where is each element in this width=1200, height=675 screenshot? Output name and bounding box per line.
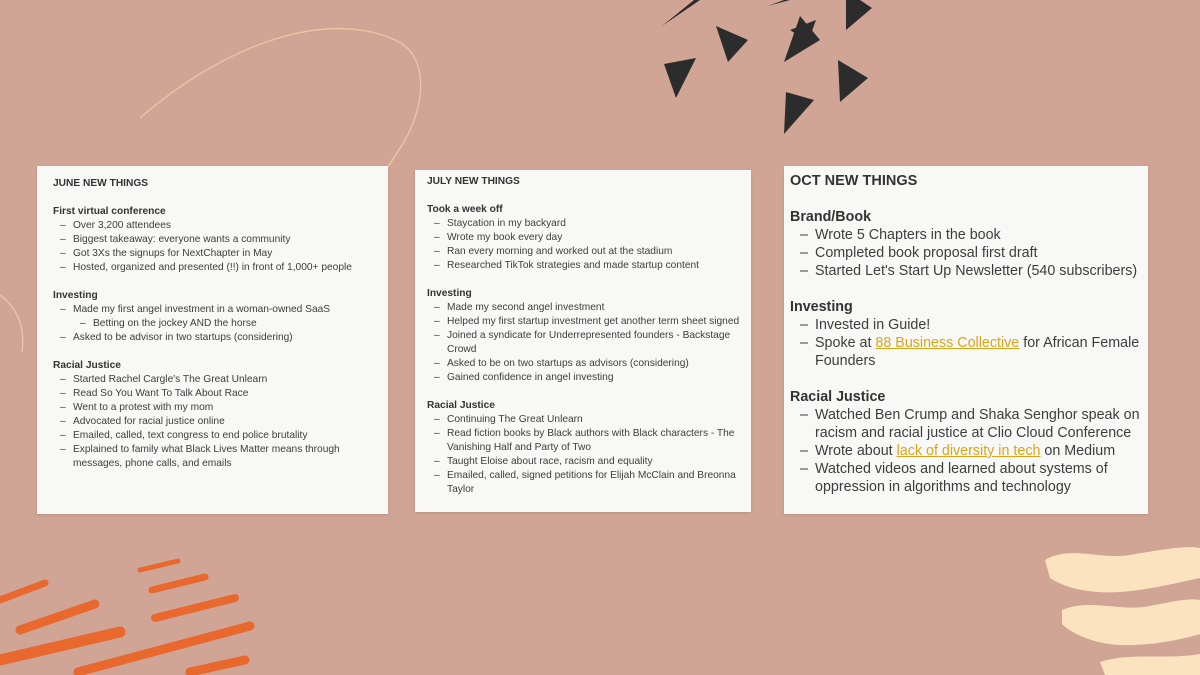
list-item: – Gained confidence in angel investing [427, 371, 743, 385]
june-section-conference [53, 205, 378, 275]
triangle-shape [838, 60, 868, 102]
orange-stroke [155, 598, 235, 618]
list-item: – Explained to family what Black Lives Matter means through messages, phone calls, and emails [53, 443, 378, 471]
july-section-week-off [427, 203, 743, 273]
oct-title: OCT NEW THINGS [790, 173, 918, 189]
list-item: – Asked to be advisor in two startups (considering) [53, 331, 378, 345]
section-title: Investing [790, 299, 853, 315]
triangle-cluster [662, 0, 872, 134]
bullet-list [53, 303, 378, 345]
orange-strokes [0, 561, 250, 672]
list-item: – Started Let's Start Up Newsletter (540 subscribers) [790, 262, 1148, 280]
list-item: – Made my first angel investment in a woman-owned SaaS [53, 303, 378, 317]
list-item: – Staycation in my backyard [427, 217, 743, 231]
section-title: Investing [427, 288, 472, 299]
orange-stroke [0, 632, 120, 660]
oct-card [784, 166, 1148, 514]
bullet-list [790, 226, 1148, 280]
section-title: Investing [53, 290, 98, 301]
list-item: – Ran every morning and worked out at the stadium [427, 245, 743, 259]
list-item: – Watched Ben Crump and Shaka Senghor speak on racism and racial justice at Clio Cloud Conference [790, 406, 1148, 442]
june-section-racial-justice [53, 359, 378, 471]
section-title: First virtual conference [53, 206, 166, 217]
list-item: – Advocated for racial justice online [53, 415, 378, 429]
business-collective-link[interactable]: 88 Business Collective [875, 335, 1020, 351]
orange-stroke [0, 583, 45, 600]
bullet-list [427, 217, 743, 273]
list-item: – Helped my first startup investment get another term sheet signed [427, 315, 743, 329]
orange-stroke [140, 561, 178, 570]
list-item: – Read fiction books by Black authors with Black characters - The Vanishing Half and Party of Two [427, 427, 743, 455]
list-item: – Over 3,200 attendees [53, 219, 378, 233]
july-section-racial-justice [427, 399, 743, 497]
bullet-list [427, 301, 743, 385]
list-item: – Joined a syndicate for Underrepresented founders - Backstage Crowd [427, 329, 743, 357]
bullet-list [53, 373, 378, 471]
cream-wave [1100, 654, 1200, 675]
diversity-in-tech-link[interactable]: lack of diversity in tech [896, 443, 1041, 459]
list-item: – Taught Eloise about race, racism and equality [427, 455, 743, 469]
list-item: – Watched videos and learned about systems of oppression in algorithms and technology [790, 460, 1148, 496]
bullet-list [790, 316, 1148, 370]
triangle-shape [768, 0, 790, 6]
orange-stroke [190, 660, 245, 672]
orange-stroke [152, 577, 205, 590]
bullet-list [53, 219, 378, 275]
list-item: – Researched TikTok strategies and made startup content [427, 259, 743, 273]
list-item: – Read So You Want To Talk About Race [53, 387, 378, 401]
triangle-shape [662, 0, 700, 26]
section-title: Took a week off [427, 204, 503, 215]
oct-section-brand-book [790, 208, 1148, 280]
list-item: – Continuing The Great Unlearn [427, 413, 743, 427]
bullet-list [427, 413, 743, 497]
oct-section-investing [790, 298, 1148, 370]
list-item [790, 442, 1148, 460]
list-item: – Wrote 5 Chapters in the book [790, 226, 1148, 244]
june-section-investing [53, 289, 378, 345]
list-item: – Wrote my book every day [427, 231, 743, 245]
july-card [415, 170, 751, 512]
list-item: – Completed book proposal first draft [790, 244, 1148, 262]
list-item: – Invested in Guide! [790, 316, 1148, 334]
item-text: on Medium [1040, 443, 1116, 459]
list-item: – Biggest takeaway: everyone wants a community [53, 233, 378, 247]
section-title: Brand/Book [790, 209, 872, 225]
triangle-shape [716, 26, 748, 62]
orange-stroke [20, 604, 95, 630]
cream-wave [1062, 599, 1200, 645]
list-item: – Started Rachel Cargle's The Great Unlearn [53, 373, 378, 387]
list-item: – Got 3Xs the signups for NextChapter in May [53, 247, 378, 261]
list-item: – Emailed, called, signed petitions for Elijah McClain and Breonna Taylor [427, 469, 743, 497]
june-card [37, 166, 388, 514]
thin-curve-line-left [0, 295, 23, 352]
triangle-shape [664, 58, 696, 98]
list-item: – Asked to be on two startups as advisors (considering) [427, 357, 743, 371]
list-item: – Went to a protest with my mom [53, 401, 378, 415]
section-title: Racial Justice [427, 400, 495, 411]
triangle-shape [784, 92, 814, 134]
list-item: – Hosted, organized and presented (!!) in front of 1,000+ people [53, 261, 378, 275]
july-title: JULY NEW THINGS [427, 176, 520, 187]
triangle-shape [846, 0, 872, 30]
july-section-investing [427, 287, 743, 385]
section-title: Racial Justice [790, 389, 886, 405]
bullet-list [790, 406, 1148, 496]
list-item: – Emailed, called, text congress to end police brutality [53, 429, 378, 443]
june-title: JUNE NEW THINGS [53, 178, 149, 189]
item-text: Wrote about [815, 443, 897, 459]
oct-section-racial-justice [790, 388, 1148, 496]
cream-waves [1045, 547, 1200, 675]
section-title: Racial Justice [53, 360, 121, 371]
list-item [790, 334, 1148, 370]
list-item: – Made my second angel investment [427, 301, 743, 315]
cream-wave [1045, 547, 1200, 592]
item-text: Spoke at [815, 335, 876, 351]
item-text: for African Female Founders [815, 335, 1140, 369]
sub-list-item: – Betting on the jockey AND the horse [53, 317, 378, 331]
